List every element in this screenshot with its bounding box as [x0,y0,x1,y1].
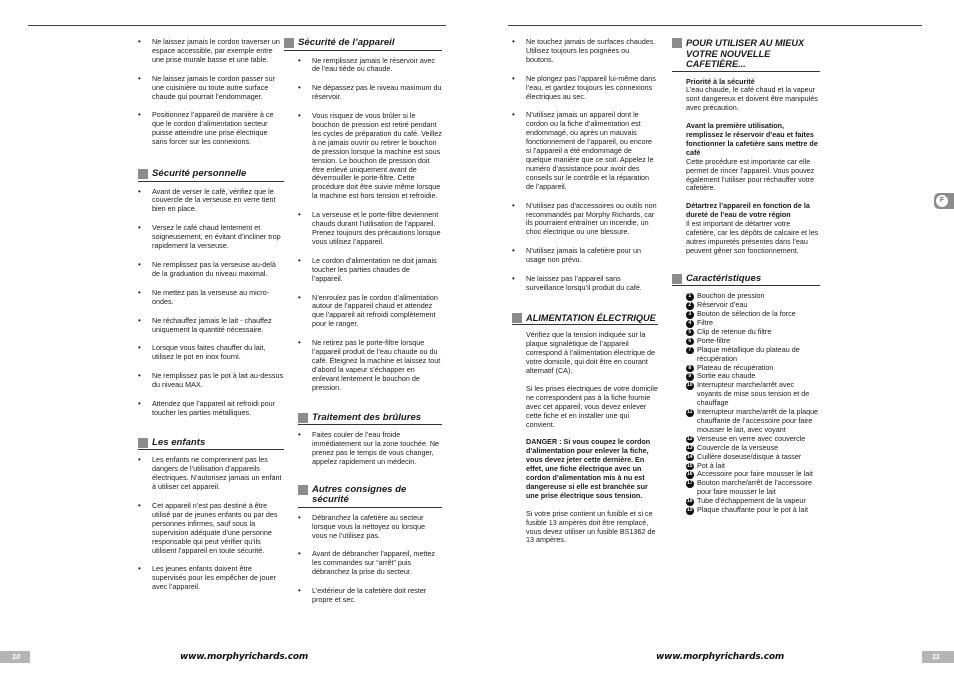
feature-item: 17 Bouton marche/arrêt de l’accessoire pour faire mousser le lait [686,478,813,497]
list-item: • Vous risquez de vous brûler si le bouchon de pression est retiré pendant les cycles de préparation du café. Veillez à ne jamais ouvrir ou retirer le bouchon de pression lorsque la machine est sous tension. Le bouchon de pression doit être enlevé uniquement avant de déverrouiller le porte-filtre. Cette procédure doit être suivie même lorsque la machine est hors tension et refroidie. [298,112,442,201]
website-url-left: www.morphyrichards.com [180,652,308,662]
number-badge: 6 [686,338,694,346]
list-item: • N’utilisez jamais un appareil dont le cordon ou la fiche d’alimentation est endommagé, ou après un mauvais fonctionnement de l’appareil, ou encore si l’appareil a été endommagé de quelque manière que ce soit. Appelez le numéro d’assistance pour avoir des conseils sur le contrôle et la réparation de l’appareil. [512,111,658,191]
number-badge: 10 [686,382,693,389]
feature-item: 9 Sortie eau chaude [686,372,820,381]
square-bullet-icon [672,274,682,284]
square-bullet-icon [512,313,522,323]
feature-item: 7 Plaque métallique du plateau de récupération [686,346,820,364]
number-badge: 14 [686,453,693,460]
language-badge: F [936,195,948,207]
list-item: • Ne dépassez pas le niveau maximum du réservoir. [298,84,442,102]
number-badge: 8 [686,365,694,373]
number-badge: 11 [687,409,693,416]
section-title-utiliser-au-mieux: POUR UTILISER AU MIEUX VOTRE NOUVELLE CAFETIÈRE... [672,38,820,72]
number-badge: 19 [686,507,693,514]
section-title-caracteristiques: Caractéristiques [672,274,820,287]
section-title-autres-consignes: Autres consignes de sécurité [298,485,442,508]
number-badge: 3 [686,311,694,319]
number-badge: 17 [686,480,693,487]
feature-item: 10 Interrupteur marche/arrêt avec voyants de mise sous tension et de chauffage [686,380,810,408]
list-item: • Ne remplissez pas le pot à lait au-dessus du niveau MAX. [138,372,284,390]
cord-safety-list [138,38,284,147]
list-item: • L’extérieur de la cafetière doit rester propre et sec. [298,587,442,605]
feature-item: 1 Bouchon de pression [686,292,820,301]
list-item: • Ne touchez jamais de surfaces chaudes. Utilisez toujours les poignées ou boutons. [512,38,658,65]
list-item: • Lorsque vous faites chauffer du lait, utilisez le pot en inox fourni. [138,344,284,362]
top-rule-right [508,25,922,26]
feature-item: 16 Accessoire pour faire mousser le lait [686,469,813,479]
feature-item: 12 Verseuse en verre avec couvercle [686,433,806,443]
number-badge: 7 [686,347,694,355]
list-item: • Ne remplissez jamais le réservoir avec de l’eau tiède ou chaude. [298,57,442,75]
page-number-left: 10 [12,652,21,661]
column-3 [512,38,658,554]
burns-list [298,431,442,467]
top-rule-left [28,25,446,26]
descaling-heading: Détartrez l’appareil en fonction de la dureté de l’eau de votre région [686,201,810,220]
feature-item: 14 Cuillère doseuse/disque à tasser [686,451,802,461]
list-item: • Ne laissez jamais le cordon passer sur une cuisinière ou toute autre surface chaude qui pourrait l’endommager. [138,75,284,102]
list-item: • Avant de verser le café, vérifiez que le couvercle de la verseuse en verre tient bien en place. [138,188,284,215]
appliance-safety-list [298,57,442,393]
list-item: • Les jeunes enfants doivent être supervisés pour les empêcher de jouer avec l’appareil. [138,565,284,592]
section-title-securite-personnelle: Sécurité personnelle [138,169,284,182]
features-list [672,292,820,515]
list-item: • Les enfants ne comprennent pas les dangers de l’utilisation d’appareils électriques. N’autorisez jamais un enfant à utiliser cet appareil. [138,456,284,492]
list-item: • N’utilisez pas d’accessoires ou outils non recommandés par Morphy Richards, car ils pourraient entraîner un incendie, un choc électrique ou une blessure. [512,202,658,238]
feature-item: 5 Clip de retenue du filtre [686,328,820,337]
priority-heading: Priorité à la sécurité [686,76,755,86]
personal-safety-list [138,188,284,418]
list-item: • La verseuse et le porte-filtre deviennent chauds durant l’utilisation de l’appareil. Prenez toujours des précautions lorsque vous utilisez l’appareil. [298,211,442,247]
column-2 [298,38,442,615]
number-badge: 18 [686,498,693,505]
number-badge: 9 [686,373,694,381]
danger-warning [526,438,658,500]
square-bullet-icon [298,485,308,495]
list-item: • Ne retirez pas le porte-filtre lorsque l’appareil produit de l’eau chaude ou du café. Éteignez la machine et laissez tout d’abord la vapeur s’échapper en enlevant lentement le bouchon de pression. [298,339,442,392]
list-item: • Ne mettez pas la verseuse au micro-ondes. [138,289,284,307]
list-item: • Avant de débrancher l’appareil, mettez les commandes sur “arrêt” puis débranchez la prise du secteur. [298,550,442,577]
list-item: • Ne remplissez pas la verseuse au-delà de la graduation du niveau maximal. [138,261,284,279]
number-badge: 5 [686,329,694,337]
section-title-alimentation: ALIMENTATION ÉLECTRIQUE [512,313,658,326]
priority-paragraph [686,78,820,114]
first-use-heading: Avant la première utilisation, remplissez le réservoir d’eau et faites fonctionner la cafetière sans mettre de café [686,121,818,157]
feature-item: 19 Plaque chauffante pour le pot à lait [686,505,808,515]
page-number-right: 11 [932,652,940,661]
list-item: • Positionnez l’appareil de manière à ce que le cordon d’alimentation secteur puisse atteindre une prise électrique sans forcer sur les connexions. [138,111,284,147]
feature-item: 8 Plateau de récupération [686,364,820,373]
list-item: • Ne réchauffez jamais le lait - chauffez uniquement la quantité nécessaire. [138,317,284,335]
list-item: • Le cordon d’alimentation ne doit jamais toucher les parties chaudes de l’appareil. [298,257,442,284]
list-item: • N’utilisez jamais la cafetière pour un usage non prévu. [512,247,658,265]
section-title-enfants: Les enfants [138,438,284,451]
priority-text: L’eau chaude, le café chaud et la vapeur sont dangereux et doivent être manipulés avec précaution. [686,85,818,113]
list-item: • Faites couler de l’eau froide immédiatement sur la zone touchée. Ne prenez pas le temps de vous changer, appelez rapidement un médecin. [298,431,442,467]
feature-item: 13 Couvercle de la verseuse [686,442,779,452]
number-badge: 2 [686,302,694,310]
feature-item: 6 Porte-filtre [686,337,820,346]
number-badge: 16 [686,471,693,478]
feature-item: 11 Interrupteur marche/arrêt de la plaque chauffante de l’accessoire pour faire mousser le lait, avec voyant [687,407,819,434]
danger-text: DANGER : Si vous coupez le cordon d’alimentation pour enlever la fiche, vous devez jeter cette dernière. En effet, une fiche électrique avec un cordon d’alimentation mis à nu est dangereuse si elle est branchée sur une prise électrique sous tension. [526,437,651,500]
list-item: • Débranchez la cafetière au secteur lorsque vous la nettoyez ou lorsque vous ne l’utilisez pas. [298,514,442,541]
children-list [138,456,284,592]
list-item: • Ne laissez jamais le cordon traverser un espace accessible, par exemple entre une prise murale basse et une table. [138,38,284,65]
other-safety-list [298,514,442,605]
first-use-paragraph [686,122,820,193]
number-badge: 4 [686,320,694,328]
square-bullet-icon [284,38,294,48]
square-bullet-icon [298,413,308,423]
list-item: • Cet appareil n’est pas destiné à être utilisé par de jeunes enfants ou par des personnes infirmes, sauf sous la supervision adéquate d’une personne responsable qui peut vérifier qu’ils utilisent l’appareil en toute sécurité. [138,502,284,555]
number-badge: 15 [686,462,693,469]
general-safety-list [512,38,658,293]
list-item: • Attendez que l’appareil ait refroidi pour toucher les parties métalliques. [138,400,284,418]
number-badge: 12 [686,435,693,442]
list-item: • Ne laissez pas l’appareil sans surveillance lorsqu’il produit du café. [512,275,658,293]
column-4 [672,38,820,515]
number-badge: 13 [686,444,693,451]
plug-paragraph: Si les prises électriques de votre domicile ne correspondent pas à la fiche fournie avec cet appareil, vous devez enlever cette fiche et en installer une qui convient. [526,383,658,429]
descaling-text: Il est important de détartrer votre cafetière, car les dépôts de calcaire et les autres impuretés présentes dans l’eau peuvent gêner son fonctionnement. [686,219,819,255]
section-title-brulures: Traitement des brûlures [298,413,442,426]
square-bullet-icon [138,169,148,179]
website-url-right: www.morphyrichards.com [656,652,784,662]
fuse-paragraph: Si votre prise contient un fusible et si ce fusible 13 ampères doit être remplacé, vous devez utiliser un fusible BS1362 de 13 ampères. [526,508,656,545]
square-bullet-icon [672,38,682,48]
number-badge: 1 [686,293,694,301]
square-bullet-icon [138,438,148,448]
list-item: • Versez le café chaud lentement et soigneusement, en évitant d’incliner trop rapidement la verseuse. [138,224,284,251]
feature-item: 15 Pot à lait [686,460,725,470]
column-1 [138,38,284,602]
feature-item: 4 Filtre [686,319,820,328]
first-use-text: Cette procédure est importante car elle permet de rincer l’appareil. Vous pouvez également l’utiliser pour réchauffer votre cafetière. [686,156,815,193]
descaling-paragraph [686,202,820,255]
section-title-securite-appareil: Sécurité de l’appareil [284,38,442,51]
feature-item: 2 Réservoir d’eau [686,301,820,310]
list-item: • N’enroulez pas le cordon d’alimentation autour de l’appareil chaud et attendez que l’appareil ait refroidi complètement pour le ranger. [298,294,442,330]
voltage-paragraph: Vérifiez que la tension indiquée sur la plaque signalétique de l’appareil correspond à l’alimentation électrique de votre domicile, qui doit être en courant alternatif (CA). [526,330,656,375]
feature-item: 18 Tube d’échappement de la vapeur [686,496,806,506]
list-item: • Ne plongez pas l’appareil lui-même dans l’eau, et gardez toujours les connexions électriques au sec. [512,75,658,102]
feature-item: 3 Bouton de sélection de la force [686,310,820,319]
